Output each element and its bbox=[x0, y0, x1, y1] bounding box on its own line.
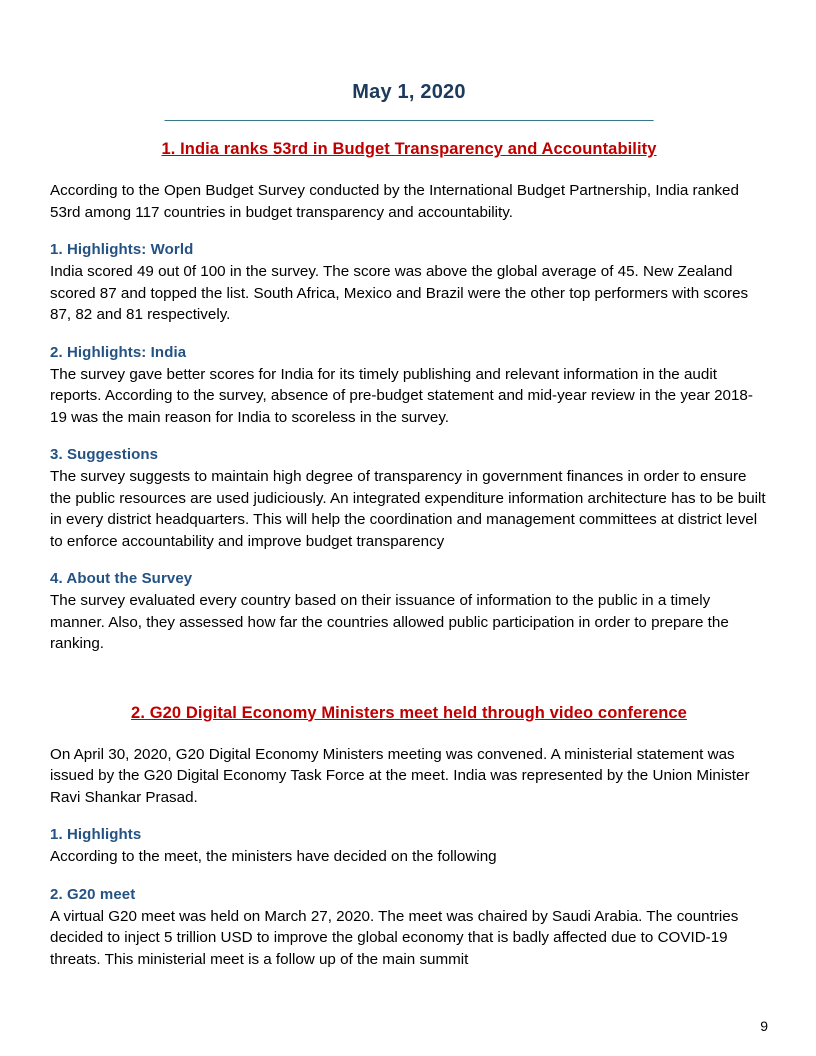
article-1-section-1 bbox=[50, 223, 768, 326]
article-1 bbox=[50, 121, 768, 655]
article-1-section-2-heading: 2. Highlights: India bbox=[50, 343, 187, 361]
article-2-section-2 bbox=[50, 868, 768, 971]
article-1-section-1-heading: 1. Highlights: World bbox=[50, 241, 194, 258]
article-1-section-4-heading: 4. About the Survey bbox=[50, 570, 193, 587]
article-1-section-4 bbox=[50, 552, 768, 655]
document-content bbox=[50, 0, 768, 970]
article-2 bbox=[50, 655, 768, 971]
article-2-section-2-heading: 2. G20 meet bbox=[50, 885, 136, 903]
article-1-intro-paragraph: According to the Open Budget Survey conducted by the International Budget Partnership, India ranked 53rd among 117 countries in budget transparency and accountability. bbox=[50, 182, 739, 221]
article-1-section-1-body: India scored 49 out 0f 100 in the survey. The score was above the global average of 45. New Zealand scored 87 and topped the list. South Africa, Mexico and Brazil were the other top performers with scores 87, 82 and 81 respectively. bbox=[50, 263, 749, 323]
article-2-heading: 2. G20 Digital Economy Ministers meet held through video conference bbox=[131, 703, 687, 722]
article-1-section-3-heading: 3. Suggestions bbox=[50, 446, 159, 463]
header-divider-rule: ____________________________________________________________ bbox=[164, 105, 654, 121]
article-1-section-2 bbox=[50, 326, 768, 429]
page-number: 9 bbox=[760, 1018, 768, 1034]
article-2-section-1-body: According to the meet, the ministers have decided on the following bbox=[50, 848, 497, 865]
article-1-section-4-body: The survey evaluated every country based on their issuance of information to the public in a timely manner. Also, they assessed how far the countries allowed public participation in order to prepare the ranking. bbox=[50, 592, 729, 652]
document-date-title: May 1, 2020 bbox=[352, 81, 466, 103]
article-2-section-1 bbox=[50, 808, 768, 868]
article-1-heading: 1. India ranks 53rd in Budget Transparency and Accountability bbox=[161, 140, 657, 158]
article-2-intro-paragraph: On April 30, 2020, G20 Digital Economy Ministers meeting was convened. A ministerial statement was issued by the G20 Digital Economy Task Force at the meet. India was represented by the Union Minister Ravi Shankar Prasad. bbox=[50, 745, 750, 806]
article-1-section-3-body: The survey suggests to maintain high degree of transparency in government finances in order to ensure the public resources are used judiciously. An integrated expenditure information architecture has to be built in every district headquarters. This will help the coordination and management committees at district level to enforce accountability and improve budget transparency bbox=[50, 468, 766, 550]
article-1-section-3 bbox=[50, 428, 768, 552]
article-1-section-2-body: The survey gave better scores for India for its timely publishing and relevant information in the audit reports. According to the survey, absence of pre-budget statement and mid-year review in the year 2018-19 was the main reason for India to scoreless in the survey. bbox=[50, 365, 753, 426]
article-2-section-1-heading: 1. Highlights bbox=[50, 826, 142, 843]
article-2-section-2-body: A virtual G20 meet was held on March 27, 2020. The meet was chaired by Saudi Arabia. The countries decided to inject 5 trillion USD to improve the global economy that is badly affected due to COVID-19 threats. This ministerial meet is a follow up of the main summit bbox=[50, 907, 739, 968]
